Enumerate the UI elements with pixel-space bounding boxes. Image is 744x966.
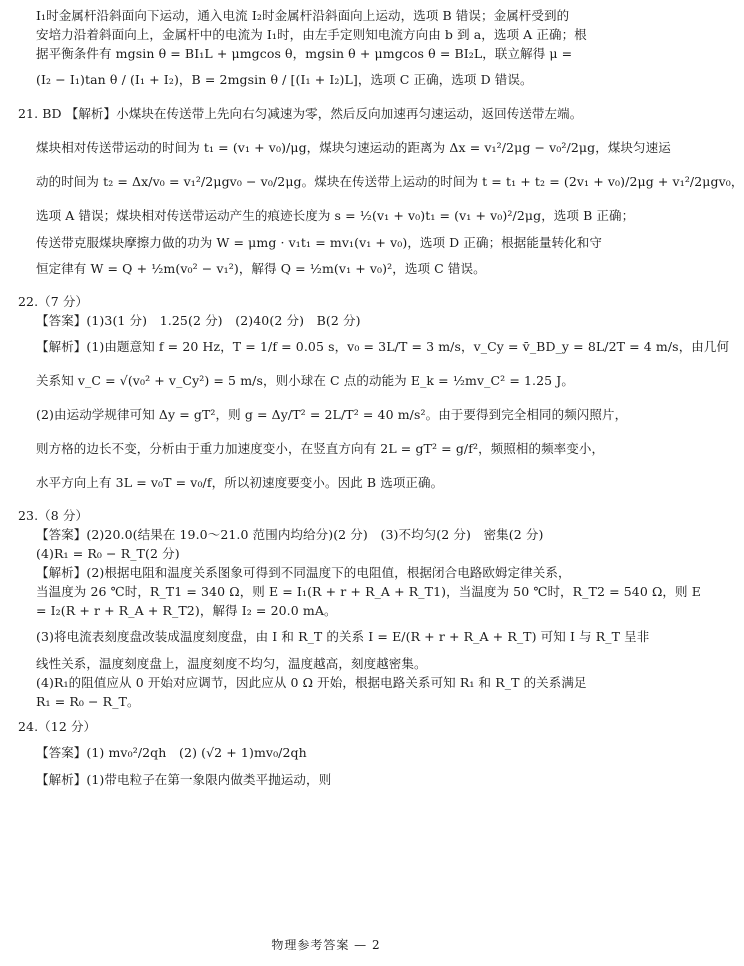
q21-line-1: 21. BD 【解析】小煤块在传送带上先向右匀减速为零，然后反向加速再匀速运动，返回传送带左端。 — [18, 106, 583, 121]
q21-line-3: 动的时间为 t₂ = Δx/v₀ = v₁²/2μgv₀ − v₀/2μg。煤块在传送带上运动的时间为 t = t₁ + t₂ = (2v₁ + v₀)/2μg + v₁²/2μgv₀， — [36, 174, 744, 189]
q22-line-1: 【解析】(1)由题意知 f = 20 Hz，T = 1/f = 0.05 s，v₀ = 3L/T = 3 m/s，v_Cy = v̄_BD_y = 8L/2T = 4 m/s，由几何 — [36, 339, 730, 354]
q22-answer: 【答案】(1)3(1 分) 1.25(2 分) (2)40(2 分) B(2 分) — [36, 313, 361, 328]
q22-line-5: 水平方向上有 3L = v₀T = v₀/f，所以初速度要变小。因此 B 选项正确。 — [36, 475, 444, 490]
q23-answer-2: (4)R₁ = R₀ − R_T(2 分) — [36, 546, 180, 561]
text-line-4: (I₂ − I₁)tan θ / (I₁ + I₂)，B = 2mgsin θ / [(I₁ + I₂)L]，选项 C 正确，选项 D 错误。 — [36, 72, 533, 87]
q23-line-6: (4)R₁的阻值应从 0 开始对应调节，因此应从 0 Ω 开始，根据电路关系可知 R₁ 和 R_T 的关系满足 — [36, 675, 587, 690]
q21-line-5: 传送带克服煤块摩擦力做的功为 W = μmg · v₁t₁ = mv₁(v₁ + v₀)，选项 D 正确；根据能量转化和守 — [36, 235, 602, 250]
q22-line-3: (2)由运动学规律可知 Δy = gT²，则 g = Δy/T² = 2L/T² = 40 m/s²。由于要得到完全相同的频闪照片， — [36, 407, 628, 422]
q23-answer: 【答案】(2)20.0(结果在 19.0～21.0 范围内均给分)(2 分) (3)不均匀(2 分) 密集(2 分) — [36, 527, 544, 542]
text-line-2: 安培力沿着斜面向上，金属杆中的电流为 I₁时，由左手定则知电流方向由 b 到 a，选项 A 正确；根 — [36, 27, 587, 42]
answer-text — [18, 6, 744, 789]
text-line-1: I₁时金属杆沿斜面向下运动，通入电流 I₂时金属杆沿斜面向上运动，选项 B 错误；金属杆受到的 — [36, 8, 570, 23]
q22-line-4: 则方格的边长不变，分析由于重力加速度变小，在竖直方向有 2L = gT² = g/f²，频照相的频率变小， — [36, 441, 605, 456]
q22-line-2: 关系知 v_C = √(v₀² + v_Cy²) = 5 m/s，则小球在 C 点的动能为 E_k = ½mv_C² = 1.25 J。 — [36, 373, 575, 388]
q23-line-3: = I₂(R + r + R_A + R_T2)，解得 I₂ = 20.0 mA。 — [36, 603, 337, 618]
q22-heading: 22.（7 分） — [18, 294, 89, 309]
q23-line-5: 线性关系，温度刻度盘上，温度刻度不均匀，温度越高，刻度越密集。 — [36, 656, 427, 671]
q21-line-4: 选项 A 错误；煤块相对传送带运动产生的痕迹长度为 s = ½(v₁ + v₀)t₁ = (v₁ + v₀)²/2μg，选项 B 正确； — [36, 208, 635, 223]
q23-line-4: (3)将电流表刻度盘改装成温度刻度盘，由 I 和 R_T 的关系 I = E/(R + r + R_A + R_T) 可知 I 与 R_T 呈非 — [36, 629, 650, 644]
q23-heading: 23.（8 分） — [18, 508, 89, 523]
q21-line-6: 恒定律有 W = Q + ½m(v₀² − v₁²)，解得 Q = ½m(v₁ + v₀)²，选项 C 错误。 — [36, 261, 486, 276]
q24-heading: 24.（12 分） — [18, 719, 97, 734]
q23-line-1: 【解析】(2)根据电阻和温度关系图象可得到不同温度下的电阻值，根据闭合电路欧姆定律关系， — [36, 565, 571, 580]
page-footer: 物理参考答案 — 2 — [271, 938, 381, 952]
text-line-3: 据平衡条件有 mgsin θ = BI₁L + μmgcos θ，mgsin θ + μmgcos θ = BI₂L，联立解得 μ = — [36, 46, 573, 61]
q21-line-2: 煤块相对传送带运动的时间为 t₁ = (v₁ + v₀)/μg，煤块匀速运动的距离为 Δx = v₁²/2μg − v₀²/2μg，煤块匀速运 — [36, 140, 671, 155]
q24-line-1: 【解析】(1)带电粒子在第一象限内做类平抛运动，则 — [36, 772, 332, 787]
q23-line-7: R₁ = R₀ − R_T。 — [36, 694, 140, 709]
q23-line-2: 当温度为 26 ℃时，R_T1 = 340 Ω，则 E = I₁(R + r + R_A + R_T1)，当温度为 50 ℃时，R_T2 = 540 Ω，则 E — [36, 584, 701, 599]
q24-answer: 【答案】(1) mv₀²/2qh (2) (√2 + 1)mv₀/2qh — [36, 745, 307, 760]
